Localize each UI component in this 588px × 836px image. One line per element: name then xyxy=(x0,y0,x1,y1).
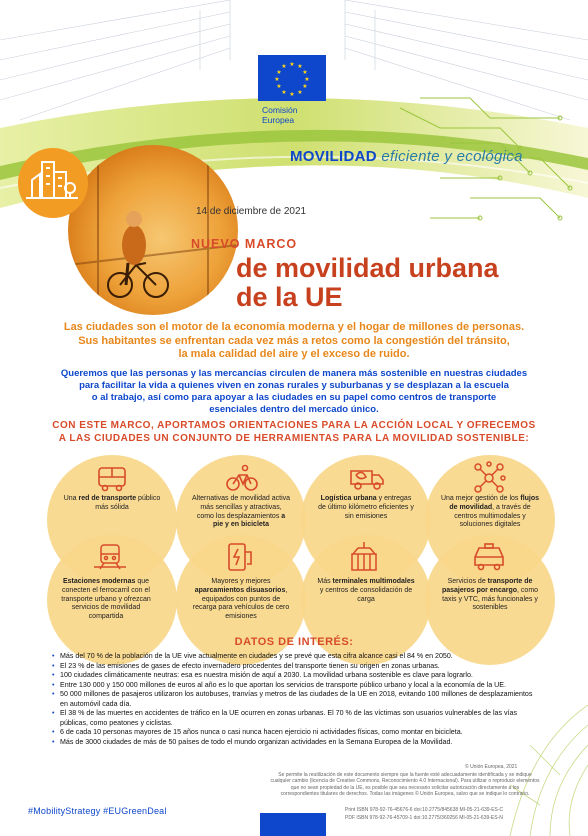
copyright: © Unión Europea, 2021 xyxy=(465,764,518,770)
fact-item: • Entre 130 000 y 150 000 millones de euros al año es lo que aportan los servicios de transporte público urbano y local a la economía de la UE. xyxy=(52,681,542,691)
svg-text:★: ★ xyxy=(276,83,282,90)
tool-text: Una mejor gestión de los flujos de movilidad, a través de centros multimodales y soluciones digitales xyxy=(440,495,540,529)
bus-icon xyxy=(96,465,128,493)
legal-line: cualquier cambio (licencia de Creative Commons, Reconocimiento 4.0 Internacional). Para utilizar o reproducir elementos xyxy=(270,778,540,785)
goal-paragraph xyxy=(40,368,548,416)
tool-text: Estaciones modernas que conecten el ferrocarril con el transporte urbano y ofrezcan servicios de movilidad compartida xyxy=(61,578,151,621)
goal-line: Queremos que las personas y las mercancías circulen de manera más sostenible en nuestras ciudades xyxy=(60,368,528,379)
taxi-icon xyxy=(471,541,507,571)
svg-text:★: ★ xyxy=(289,61,295,68)
svg-text:★: ★ xyxy=(289,91,295,98)
publication-date: 14 de diciembre de 2021 xyxy=(196,206,307,217)
org-name xyxy=(262,105,297,125)
svg-text:★: ★ xyxy=(276,69,282,76)
svg-text:★: ★ xyxy=(281,63,287,70)
intro-line: la mala calidad del aire y el exceso de ruido. xyxy=(178,348,410,360)
intro-line: Las ciudades son el motor de la economía moderna y el hogar de millones de personas. xyxy=(63,321,525,333)
intro-line: Sus habitantes se enfrentan cada vez más a retos como la congestión del tránsito, xyxy=(78,334,510,347)
legal-line: correspondientes titulares de derechos. Todas las imágenes © Unión Europea, salvo que se indique lo contrario. xyxy=(280,790,530,797)
goal-line: o al trabajo, así como para apoyar a las ciudades en su papel como centros de transporte xyxy=(91,392,497,403)
isbn-line: PDF ISBN 978-92-76-45709-1 doi:10.2775/360256 MI-05-21-639-ES-N xyxy=(345,815,503,821)
legal-notice xyxy=(255,772,555,797)
fact-item: • 6 de cada 10 personas mayores de 15 años nunca o casi nunca hacen ejercicio ni actividades físicas, como montar en bicicleta. xyxy=(52,728,542,738)
fact-item: • 100 ciudades climáticamente neutras: esa es nuestra misión de aquí a 2030. La movilidad urbana sostenible es clave para lograrlo. xyxy=(52,671,542,681)
tool-text: Servicios de transporte de pasajeros por encargo, como taxis y VTC, más funcionales y sostenibles xyxy=(441,578,539,612)
isbn-line: Print ISBN 978-92-76-45676-6 doi:10.2775/845638 MI-05-21-639-ES-C xyxy=(345,807,504,813)
isbn-block xyxy=(345,806,503,822)
hashtags: #MobilityStrategy #EUGreenDeal xyxy=(28,806,167,816)
fact-item: • 50 000 millones de pasajeros utilizaron los autobuses, tranvías y metros de las ciudades de la UE en 2018, evitando 100 millones de desplazamientos en automóvil cada día. xyxy=(52,690,542,709)
svg-text:★: ★ xyxy=(302,83,308,90)
toolkit-heading-line: CON ESTE MARCO, APORTAMOS ORIENTACIONES PARA LA ACCIÓN LOCAL Y OFRECEMOS xyxy=(52,420,536,431)
legal-line: Se permite la reutilización de este documento siempre que la fuente esté adecuadamente identificada y se indique xyxy=(278,772,532,778)
train-station-icon xyxy=(92,541,128,571)
fact-item: • El 38 % de las muertes en accidentes de tráfico en la UE ocurren en zonas urbanas. El 70 % de las víctimas son usuarios vulnerables de las vías públicas, como peatones y ciclistas. xyxy=(52,709,542,728)
svg-text:★: ★ xyxy=(302,69,308,76)
goal-line: esenciales dentro del mercado único. xyxy=(209,404,379,415)
org-name-line1: Comisión xyxy=(262,105,298,115)
tool-text: Una red de transporte público más sólida xyxy=(63,495,161,511)
fact-item: • Más del 70 % de la población de la UE vive actualmente en ciudades y se prevé que esta cifra alcance casi el 84 % en 2050. xyxy=(52,652,542,662)
tagline-bold: MOVILIDAD xyxy=(290,148,377,165)
svg-text:★: ★ xyxy=(297,89,303,96)
bottom-blue-bar xyxy=(260,813,326,836)
title-kicker: NUEVO MARCO xyxy=(191,237,298,251)
tool-text: Mayores y mejores aparcamientos disuasorios, equipados con puntos de recarga para vehículos de cero emisiones xyxy=(192,578,290,621)
fact-item: • Más de 3000 ciudades de más de 50 países de todo el mundo organizan actividades en la Semana Europea de la Movilidad. xyxy=(52,738,542,748)
header-tagline xyxy=(290,148,523,165)
legal-line: que no sean propiedad de la UE, es posible que sea necesario solicitar autorización directamente a los xyxy=(290,784,520,791)
city-buildings-icon xyxy=(18,148,88,218)
fact-item: • El 23 % de las emisiones de gases de efecto invernadero procedentes del transporte tienen su origen en zonas urbanas. xyxy=(52,662,542,672)
svg-text:★: ★ xyxy=(274,76,280,83)
facts-heading: DATOS DE INTERÉS: xyxy=(234,636,354,648)
toolkit-heading-line: A LAS CIUDADES UN CONJUNTO DE HERRAMIENTAS PARA LA MOVILIDAD SOSTENIBLE: xyxy=(58,432,530,444)
facts-list xyxy=(52,652,542,747)
toolkit-heading xyxy=(40,420,548,445)
org-name-line2: Europea xyxy=(262,115,295,125)
cargo-container-icon xyxy=(347,540,381,574)
bicycle-icon xyxy=(225,463,259,493)
main-title-line2: de la UE xyxy=(236,282,343,312)
tool-text: Logística urbana y entregas de último kilómetro eficientes y sin emisiones xyxy=(318,495,414,520)
goal-line: para facilitar la vida a quienes viven en zonas rurales y suburbanas y se desplazan a la escuela xyxy=(79,380,509,391)
tagline-light: eficiente y ecológica xyxy=(381,148,523,165)
cyclist-photo xyxy=(68,145,238,315)
main-title-line1: de movilidad urbana xyxy=(236,253,499,283)
svg-text:★: ★ xyxy=(304,76,310,83)
charging-station-icon xyxy=(225,540,257,574)
network-icon xyxy=(472,461,506,495)
delivery-van-icon xyxy=(348,463,386,493)
european-commission-logo xyxy=(258,55,326,133)
tool-text: Alternativas de movilidad activa más sencillas y atractivas, como los desplazamientos a pie y en bicicleta xyxy=(191,495,291,529)
svg-text:★: ★ xyxy=(297,63,303,70)
main-title xyxy=(236,254,499,312)
intro-paragraph xyxy=(40,321,548,362)
tool-text: Más terminales multimodales y centros de consolidación de carga xyxy=(317,578,415,603)
eu-flag-icon xyxy=(258,55,326,101)
svg-text:★: ★ xyxy=(281,89,287,96)
